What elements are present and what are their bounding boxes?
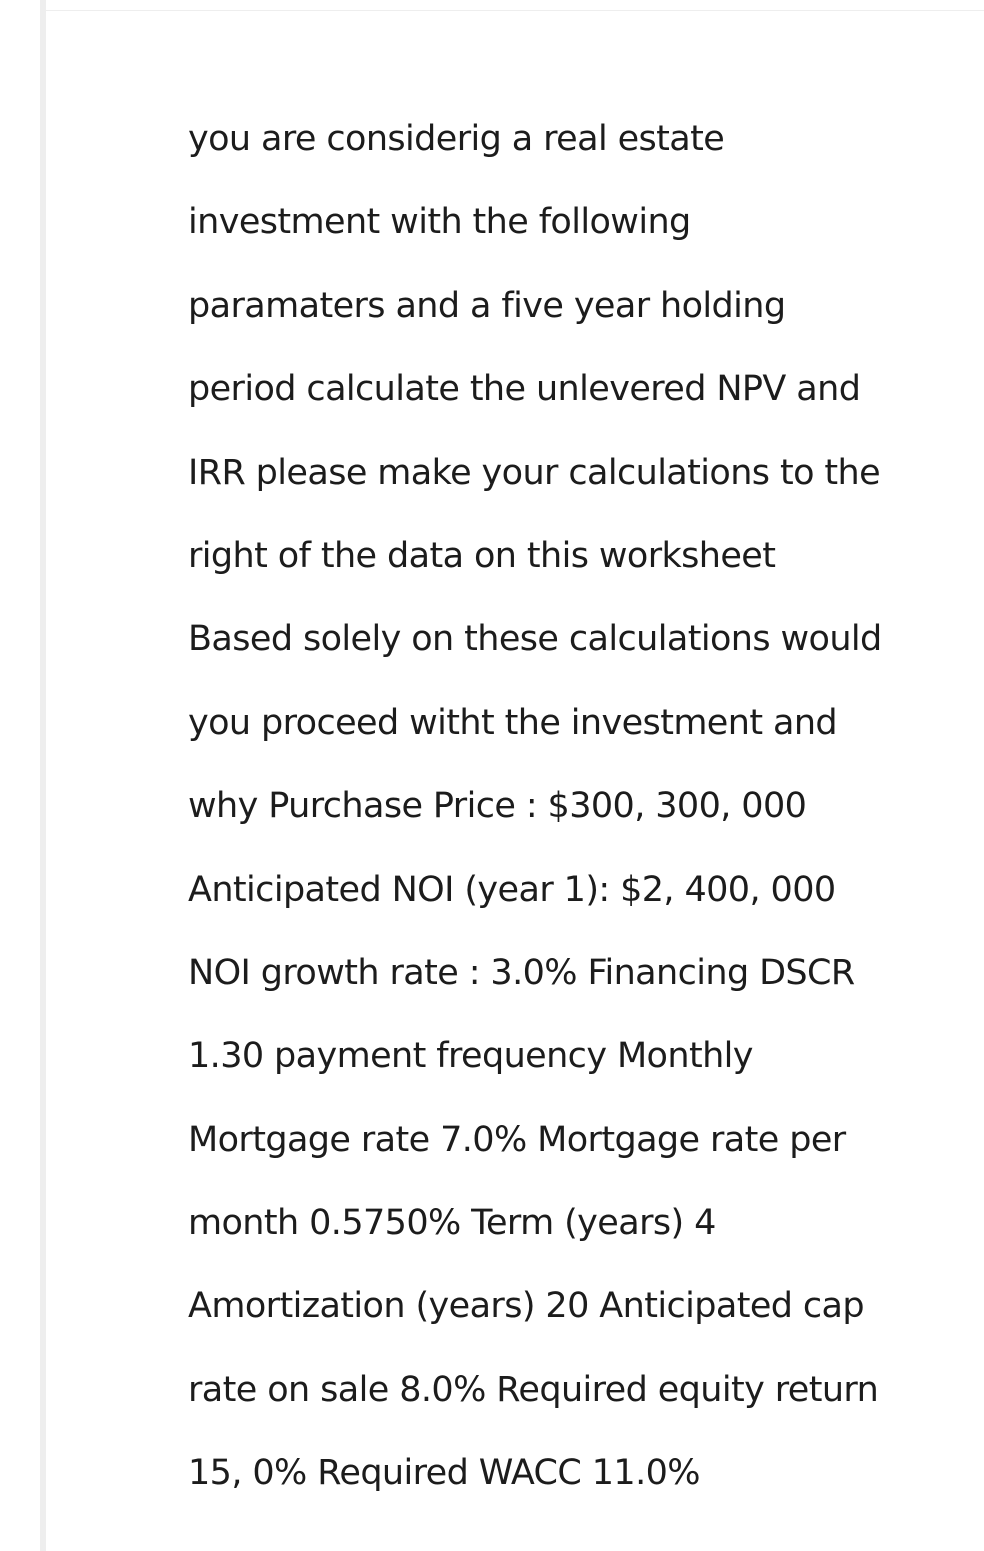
question-line: you are considerig a real estate bbox=[188, 119, 725, 159]
question-line: right of the data on this worksheet bbox=[188, 535, 776, 576]
question-text bbox=[188, 98, 978, 1516]
question-line: Anticipated NOI (year 1): $2, 400, 000 bbox=[188, 869, 836, 910]
question-line: NOI growth rate : 3.0% Financing DSCR bbox=[188, 952, 855, 993]
question-line: period calculate the unlevered NPV and bbox=[188, 369, 861, 410]
question-line: you proceed witht the investment and bbox=[188, 702, 838, 743]
question-line: rate on sale 8.0% Required equity return bbox=[188, 1369, 879, 1410]
question-line: 15, 0% Required WACC 11.0% bbox=[188, 1453, 700, 1494]
question-line: month 0.5750% Term (years) 4 bbox=[188, 1203, 716, 1244]
top-divider bbox=[46, 10, 984, 11]
question-line: investment with the following bbox=[188, 202, 691, 243]
left-divider bbox=[40, 0, 46, 1551]
question-line: 1.30 payment frequency Monthly bbox=[188, 1036, 753, 1077]
question-line: IRR please make your calculations to the bbox=[188, 452, 881, 493]
question-line: paramaters and a five year holding bbox=[188, 285, 786, 326]
question-line: why Purchase Price : $300, 300, 000 bbox=[188, 786, 807, 827]
question-line: Amortization (years) 20 Anticipated cap bbox=[188, 1286, 865, 1327]
question-line: Based solely on these calculations would bbox=[188, 619, 882, 660]
question-line: Mortgage rate 7.0% Mortgage rate per bbox=[188, 1119, 846, 1160]
